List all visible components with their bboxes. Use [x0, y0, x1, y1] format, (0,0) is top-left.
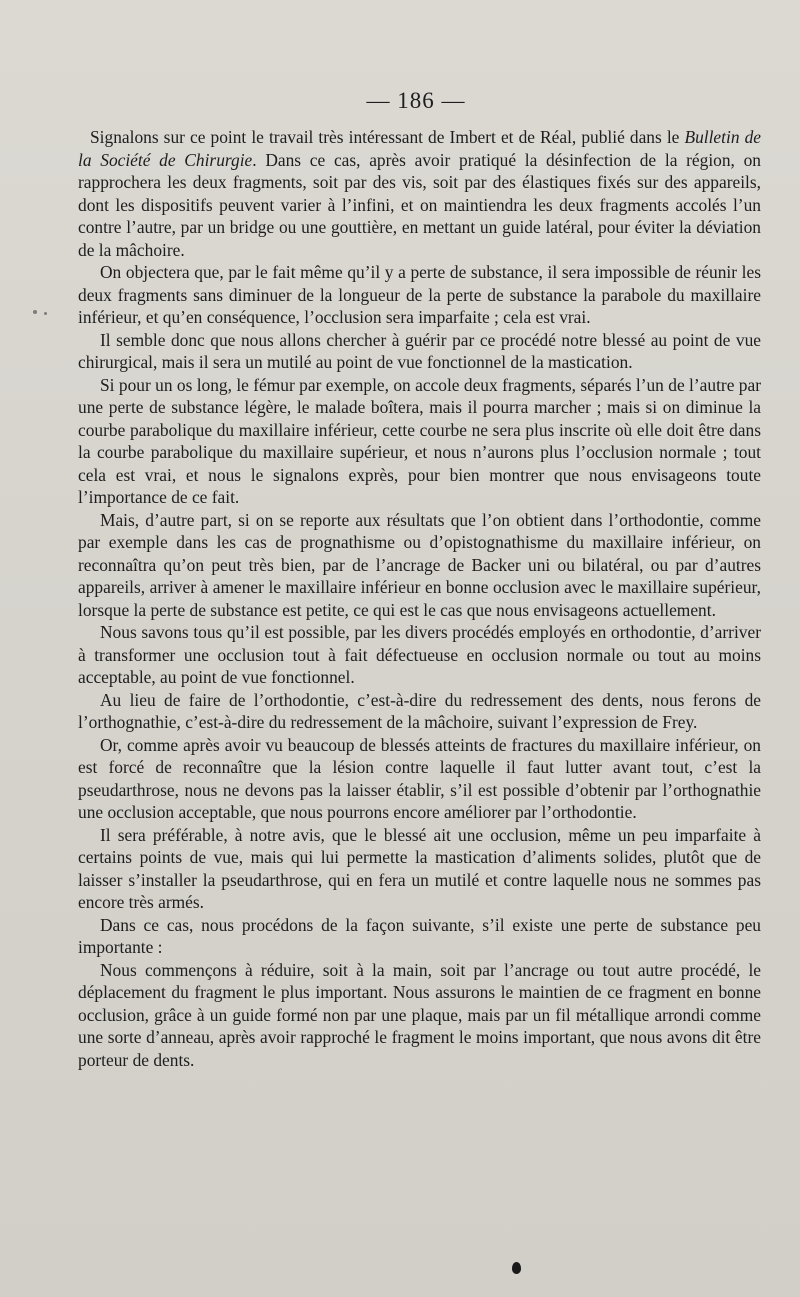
page-number: — 186 — [366, 88, 466, 113]
paragraph-text: . Dans ce cas, après avoir pratiqué la désinfection de la région, on rapprochera les deux fragments, soit par des vis, soit par des élastiques fixés sur des appareils, dont les dispositifs peuvent varier à l’infini, et on maintiendra les deux fragments accolés l’un contre l’autre, par un bridge ou une gouttière, en mettant un guide latéral, pour éviter la déviation de la mâchoire. [78, 149, 762, 260]
paragraph: Au lieu de faire de l’orthodontie, c’est-à-dire du redressement des dents, nous ferons de l’orthognathie, c’est-à-dire du redressement de la mâchoire, suivant l’expression de Frey. [78, 689, 761, 732]
paragraph: Il semble donc que nous allons chercher à guérir par ce procédé notre blessé au point de vue chirurgical, mais il sera un mutilé au point de vue fonctionnel de la mastication. [78, 329, 761, 372]
ink-mark [512, 1262, 521, 1274]
ink-speck [44, 312, 47, 315]
paragraph [78, 126, 761, 261]
paragraph: Dans ce cas, nous procédons de la façon suivante, s’il existe une perte de substance peu importante : [78, 914, 761, 957]
paragraph: Or, comme après avoir vu beaucoup de blessés atteints de fractures du maxillaire inférieur, on est forcé de reconnaître que la lésion contre laquelle il faut lutter avant tout, c’est la pseudarthrose, nous ne devons pas la laisser établir, s’il est possible d’obtenir par l’orthognathie une occlusion acceptable, que nous pourrons encore améliorer par l’orthodontie. [78, 734, 761, 822]
paragraph: Il sera préférable, à notre avis, que le blessé ait une occlusion, même un peu imparfaite à certains points de vue, mais qui lui permette la mastication d’aliments solides, plutôt que de laisser s’installer la pseudarthrose, qui en fera un mutilé et contre laquelle nous ne sommes pas encore très armés. [78, 824, 761, 912]
paragraph: Si pour un os long, le fémur par exemple, on accole deux fragments, séparés l’un de l’autre par une perte de substance légère, le malade boîtera, mais il pourra marcher ; mais si on diminue la courbe parabolique du maxillaire inférieur, cette courbe ne sera plus inscrite où elle doit être dans la courbe parabolique du maxillaire supérieur, et nous n’aurons plus l’occlusion normale ; tout cela est vrai, et nous le signalons exprès, pour bien montrer que nous envisageons toute l’importance de ce fait. [78, 374, 761, 507]
paragraph: Nous commençons à réduire, soit à la main, soit par l’ancrage ou tout autre procédé, le déplacement du fragment le plus important. Nous assurons le maintien de ce fragment en bonne occlusion, grâce à un guide formé non par une plaque, mais par un fil métallique arrondi comme une sorte d’anneau, après avoir rapproché le fragment le moins important, que nous avons dit être porteur de dents. [78, 959, 761, 1070]
journal-title: Bulletin de la Société de Chirurgie [78, 127, 761, 170]
paragraph: On objectera que, par le fait même qu’il y a perte de substance, il sera impossible de réunir les deux fragments sans diminuer de la longueur de la perte de substance la parabole du maxillaire inférieur, et qu’en conséquence, l’occlusion sera imparfaite ; cela est vrai. [78, 262, 761, 327]
paragraph: Mais, d’autre part, si on se reporte aux résultats que l’on obtient dans l’orthodontie, comme par exemple dans les cas de prognathisme ou d’opistognathisme du maxillaire inférieur, on reconnaîtra qu’on peut très bien, par de l’ancrage de Backer uni ou bilatéral, ou par d’autres appareils, arriver à amener le maxillaire inférieur en bonne occlusion avec le maxillaire supérieur, lorsque la perte de substance est petite, ce qui est le cas que nous envisageons actuellement. [78, 509, 761, 620]
body-text [78, 126, 761, 1071]
ink-speck [33, 310, 37, 314]
paragraph: Nous savons tous qu’il est possible, par les divers procédés employés en orthodontie, d’arriver à transformer une occlusion tout à fait défectueuse en occlusion normale ou tout au moins acceptable, au point de vue fonctionnel. [78, 622, 761, 687]
paragraph-text: Signalons sur ce point le travail très intéressant de Imbert et de Réal, publié dans le [90, 127, 685, 147]
